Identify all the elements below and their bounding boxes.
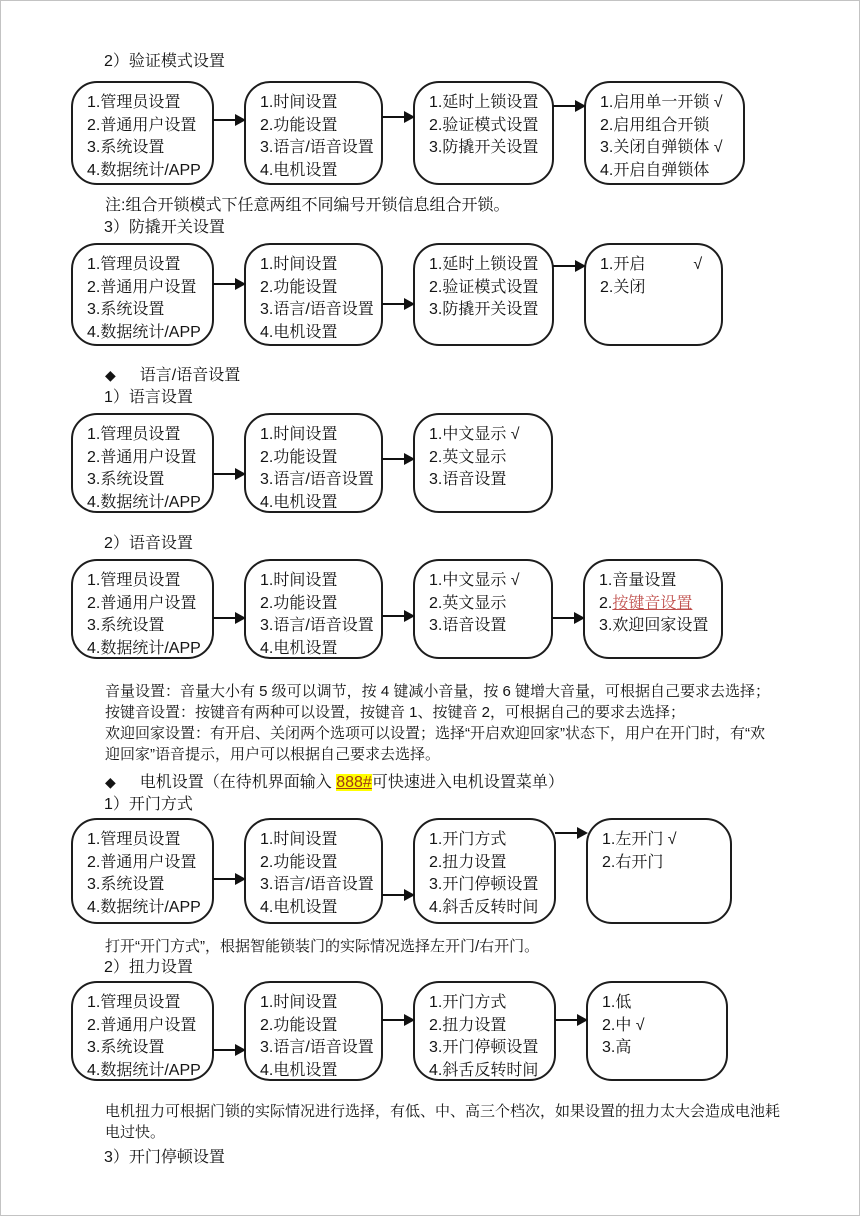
menu-box-main	[71, 818, 214, 924]
menu-item: 1.中文显示 √	[429, 572, 520, 589]
menu-item: 1.时间设置	[260, 256, 338, 273]
menu-item: 3.系统设置	[87, 617, 165, 634]
arrow-right-icon	[553, 265, 576, 267]
menu-item: 2.验证模式设置	[429, 278, 539, 296]
menu-item: 3.语言/语音设置	[260, 617, 374, 634]
menu-box-main	[71, 413, 214, 513]
flow-arrow	[383, 81, 413, 185]
menu-item-keytone	[599, 593, 713, 616]
note-combo-unlock: 注:组合开锁模式下任意两组不同编号开锁信息组合开锁。	[105, 197, 510, 214]
menu-item: 1.低	[602, 994, 632, 1011]
menu-item: 3.系统设置	[87, 139, 165, 156]
menu-box-main	[71, 243, 214, 346]
menu-box-system	[244, 413, 383, 513]
menu-item: 1.管理员设置	[87, 426, 181, 443]
menu-box-voice-options	[583, 559, 723, 659]
arrow-right-icon	[555, 1019, 578, 1021]
keytone-item-number: 2.	[599, 594, 613, 612]
heading-voice: 2）语音设置	[104, 535, 193, 552]
menu-item: 3.语言/语音设置	[260, 1039, 374, 1056]
menu-item: 2.启用组合开锁	[600, 116, 710, 134]
menu-item: 4.数据统计/APP	[87, 898, 201, 916]
flow-row-tamper	[71, 243, 859, 346]
flow-arrow	[214, 413, 244, 513]
diamond-bullet-icon: ◆	[105, 367, 116, 383]
arrow-right-icon	[382, 116, 405, 118]
menu-item: 3.语音设置	[429, 617, 507, 634]
menu-box-torque-options	[586, 981, 728, 1081]
paragraph-line: 电机扭力可根据门锁的实际情况进行选择，有低、中、高三个档次，如果设置的扭力太大会造成电池耗	[105, 1103, 781, 1120]
flow-arrow	[383, 243, 413, 346]
menu-item: 2.英文显示	[429, 594, 507, 612]
menu-item: 2.功能设置	[260, 116, 338, 134]
menu-item: 4.开启自弹锁体	[600, 161, 710, 179]
menu-item: 4.电机设置	[260, 1061, 338, 1079]
menu-item: 4.数据统计/APP	[87, 639, 201, 657]
arrow-right-icon	[213, 473, 236, 475]
menu-item: 4.数据统计/APP	[87, 493, 201, 511]
menu-item: 2.功能设置	[260, 594, 338, 612]
menu-item: 4.电机设置	[260, 493, 338, 511]
arrow-right-icon	[213, 1049, 236, 1051]
menu-item: 2.扭力设置	[429, 1016, 507, 1034]
flow-arrow	[383, 818, 413, 924]
menu-item: 1.管理员设置	[87, 572, 181, 589]
menu-item: 1.中文显示 √	[429, 426, 520, 443]
menu-item: 3.系统设置	[87, 471, 165, 488]
menu-item: 2.普通用户设置	[87, 278, 197, 296]
arrow-right-icon	[213, 283, 236, 285]
menu-item: 1.时间设置	[260, 994, 338, 1011]
flow-arrow	[553, 559, 583, 659]
arrow-right-icon	[553, 105, 576, 107]
document-content	[1, 1, 859, 1169]
menu-item: 1.音量设置	[599, 572, 677, 589]
menu-item: 3.系统设置	[87, 301, 165, 318]
flow-arrow	[556, 818, 586, 924]
menu-box-function	[413, 243, 554, 346]
menu-box-motor	[413, 981, 556, 1081]
motor-title-suffix: 可快速进入电机设置菜单）	[371, 774, 564, 791]
menu-item: 1.管理员设置	[87, 94, 181, 111]
door-mode-description	[105, 936, 859, 957]
menu-item: 2.关闭	[600, 278, 646, 296]
menu-item: 1.延时上锁设置	[429, 256, 539, 273]
menu-box-main	[71, 81, 214, 185]
menu-item: 2.验证模式设置	[429, 116, 539, 134]
menu-item: 4.数据统计/APP	[87, 161, 201, 179]
menu-item: 3.语言/语音设置	[260, 139, 374, 156]
menu-box-tamper-options	[584, 243, 723, 346]
menu-item: 4.电机设置	[260, 898, 338, 916]
menu-item: 2.英文显示	[429, 448, 507, 466]
menu-item: 3.开门停顿设置	[429, 876, 539, 893]
menu-item: 2.普通用户设置	[87, 594, 197, 612]
menu-item: 2.普通用户设置	[87, 1016, 197, 1034]
heading-lang: 1）语言设置	[104, 389, 193, 406]
menu-item: 1.延时上锁设置	[429, 94, 539, 111]
heading-verify-mode: 2）验证模式设置	[104, 53, 225, 70]
menu-item: 4.数据统计/APP	[87, 323, 201, 341]
menu-item: 3.防撬开关设置	[429, 301, 539, 318]
arrow-right-icon	[213, 119, 236, 121]
menu-item: 1.时间设置	[260, 831, 338, 848]
heading-tamper: 3）防撬开关设置	[104, 219, 225, 236]
menu-item: 3.关闭自弹锁体 √	[600, 139, 723, 156]
menu-item: 1.启用单一开锁 √	[600, 94, 723, 111]
flow-arrow	[214, 81, 244, 185]
arrow-right-icon	[213, 617, 236, 619]
menu-item: 2.扭力设置	[429, 853, 507, 871]
menu-box-motor	[413, 818, 556, 924]
menu-item: 3.开门停顿设置	[429, 1039, 539, 1056]
menu-item: 1.时间设置	[260, 426, 338, 443]
arrow-right-icon	[382, 615, 405, 617]
heading-pause: 3）开门停顿设置	[104, 1149, 225, 1166]
arrow-right-icon	[382, 1019, 405, 1021]
menu-item: 2.功能设置	[260, 853, 338, 871]
menu-item: 3.高	[602, 1039, 632, 1056]
paragraph-line: 按键音设置：按键音有两种可以设置，按键音 1、按键音 2，可根据自己的要求去选择；	[105, 704, 686, 721]
menu-item: 4.电机设置	[260, 161, 338, 179]
menu-item: 2.普通用户设置	[87, 853, 197, 871]
menu-box-system	[244, 981, 383, 1081]
menu-item: 3.语言/语音设置	[260, 301, 374, 318]
menu-item: 2.右开门	[602, 853, 664, 871]
menu-item: 3.语言/语音设置	[260, 471, 374, 488]
section-title-lang-voice: 语言/语音设置	[139, 367, 241, 384]
menu-item: 1.开门方式	[429, 994, 507, 1011]
menu-item: 3.语音设置	[429, 471, 507, 488]
heading-torque: 2）扭力设置	[104, 959, 193, 976]
menu-box-main	[71, 981, 214, 1081]
menu-item: 1.管理员设置	[87, 256, 181, 273]
flow-row-torque	[71, 981, 859, 1081]
menu-item: 1.时间设置	[260, 572, 338, 589]
heading-door-mode: 1）开门方式	[104, 796, 193, 813]
menu-item: 1.左开门 √	[602, 831, 677, 848]
paragraph-line: 打开“开门方式”，根据智能锁装门的实际情况选择左开门/右开门。	[105, 938, 540, 955]
motor-shortcut-highlight: 888#	[336, 774, 372, 791]
section-bullet-lang-voice	[105, 364, 859, 387]
flow-row-voice	[71, 559, 859, 659]
keytone-item-red-text: 按键音设置	[612, 594, 693, 612]
menu-item: 1.管理员设置	[87, 831, 181, 848]
flow-row-verify-mode	[71, 81, 859, 185]
menu-item: 4.电机设置	[260, 639, 338, 657]
menu-box-lang-options	[413, 559, 553, 659]
menu-item: 4.数据统计/APP	[87, 1061, 201, 1079]
menu-box-verify-options	[584, 81, 745, 185]
flow-arrow	[383, 559, 413, 659]
section-bullet-motor	[105, 771, 859, 794]
arrow-right-icon	[382, 894, 405, 896]
menu-box-lang-options	[413, 413, 553, 513]
voice-settings-description	[105, 681, 859, 765]
menu-item: 2.功能设置	[260, 1016, 338, 1034]
menu-box-system	[244, 243, 383, 346]
arrow-right-icon	[552, 617, 575, 619]
menu-box-main	[71, 559, 214, 659]
flow-arrow	[214, 559, 244, 659]
menu-item: 4.电机设置	[260, 323, 338, 341]
flow-arrow	[214, 818, 244, 924]
menu-box-system	[244, 559, 383, 659]
paragraph-line: 音量设置：音量大小有 5 级可以调节，按 4 键减小音量，按 6 键增大音量，可根据自己要求去选择；	[105, 683, 771, 700]
arrow-right-icon	[213, 878, 236, 880]
menu-item: 1.开启 √	[600, 256, 703, 273]
arrow-right-icon	[382, 458, 405, 460]
menu-item: 2.功能设置	[260, 448, 338, 466]
menu-item: 2.功能设置	[260, 278, 338, 296]
menu-item: 1.开门方式	[429, 831, 507, 848]
menu-item: 4.斜舌反转时间	[429, 1061, 539, 1079]
arrow-right-icon	[555, 832, 578, 834]
menu-item: 3.欢迎回家设置	[599, 617, 709, 634]
flow-arrow	[556, 981, 586, 1081]
flow-arrow	[383, 413, 413, 513]
flow-row-lang	[71, 413, 859, 513]
menu-item: 3.系统设置	[87, 1039, 165, 1056]
menu-item: 2.普通用户设置	[87, 116, 197, 134]
menu-item: 2.中 √	[602, 1016, 645, 1034]
arrow-right-icon	[382, 303, 405, 305]
menu-item: 3.语言/语音设置	[260, 876, 374, 893]
menu-box-system	[244, 81, 383, 185]
menu-item: 2.普通用户设置	[87, 448, 197, 466]
torque-description	[105, 1101, 859, 1143]
motor-title-prefix: 电机设置（在待机界面输入	[139, 774, 337, 791]
flow-row-door-mode	[71, 818, 859, 924]
paragraph-line: 欢迎回家设置：有开启、关闭两个选项可以设置；选择“开启欢迎回家”状态下，用户在开门时，有“欢	[105, 725, 765, 742]
flow-arrow	[383, 981, 413, 1081]
diamond-bullet-icon: ◆	[105, 774, 116, 790]
menu-box-system	[244, 818, 383, 924]
menu-item: 1.管理员设置	[87, 994, 181, 1011]
menu-item: 3.防撬开关设置	[429, 139, 539, 156]
menu-item: 4.斜舌反转时间	[429, 898, 539, 916]
menu-box-function	[413, 81, 554, 185]
flow-arrow	[214, 981, 244, 1081]
flow-arrow	[214, 243, 244, 346]
menu-box-door-options	[586, 818, 732, 924]
menu-item: 1.时间设置	[260, 94, 338, 111]
paragraph-line: 迎回家”语音提示，用户可以根据自己要求去选择。	[105, 746, 440, 763]
flow-arrow	[554, 243, 584, 346]
menu-item: 3.系统设置	[87, 876, 165, 893]
paragraph-line: 电过快。	[105, 1124, 166, 1141]
flow-arrow	[554, 81, 584, 185]
